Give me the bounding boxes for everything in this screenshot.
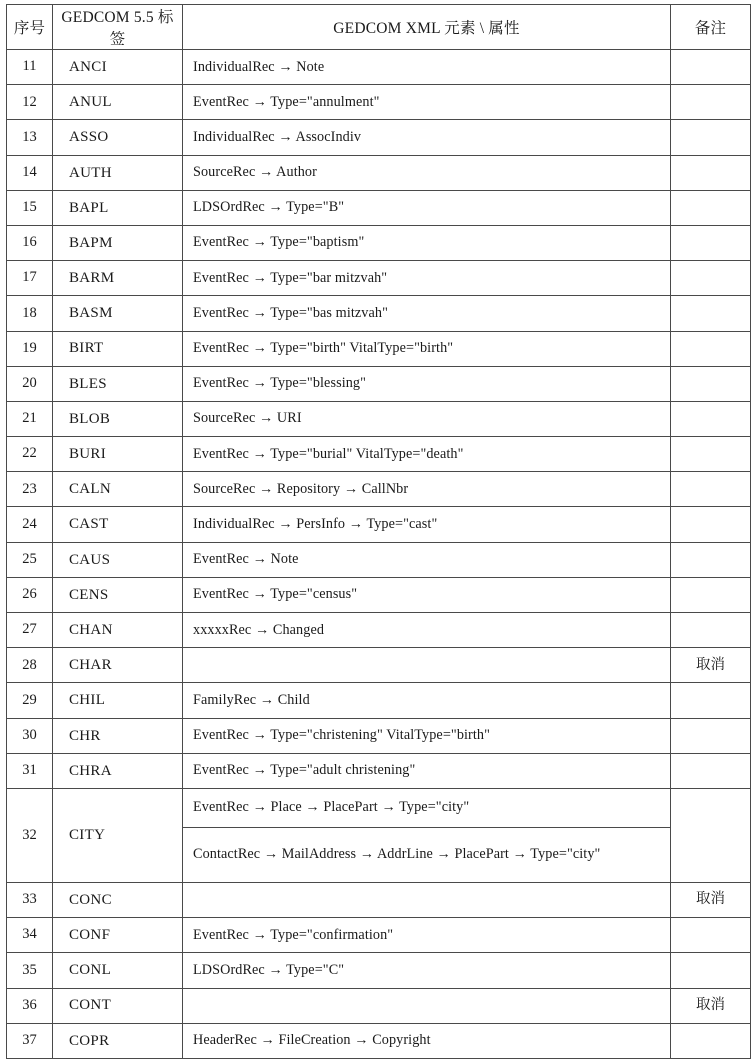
- row-number: 23: [22, 480, 37, 497]
- row-number: 30: [22, 726, 37, 743]
- column-header-tag-label: GEDCOM 5.5 标签: [61, 9, 174, 48]
- cell-tag: [53, 366, 183, 401]
- gedcom-tag: CAST: [69, 516, 109, 533]
- xml-mapping: EventRec → Type="burial" VitalType="death": [193, 445, 464, 462]
- cell-xml: [183, 613, 671, 648]
- cell-xml: [183, 507, 671, 542]
- cell-tag: [53, 753, 183, 788]
- cell-tag: [53, 155, 183, 190]
- cell-note: [671, 472, 751, 507]
- xml-mapping: [183, 900, 670, 901]
- table-row: [7, 120, 751, 155]
- cell-num: [7, 261, 53, 296]
- xml-mapping: EventRec → Type="birth" VitalType="birth": [193, 340, 454, 356]
- xml-mapping: FamilyRec → Child: [193, 691, 310, 708]
- table-row: [7, 261, 751, 296]
- row-number: 34: [22, 926, 37, 943]
- cell-xml: [183, 120, 671, 155]
- gedcom-tag: BARM: [69, 270, 115, 287]
- gedcom-tag: CONC: [69, 891, 112, 908]
- table-row: [7, 683, 751, 718]
- table-row: [7, 1023, 751, 1058]
- cell-xml: [183, 401, 671, 436]
- column-header-xml: [183, 5, 671, 50]
- xml-mapping: EventRec → Type="adult christening": [193, 762, 416, 779]
- cell-num: [7, 85, 53, 120]
- gedcom-tag: CONT: [69, 997, 112, 1014]
- cell-num: [7, 953, 53, 988]
- cell-num: [7, 296, 53, 331]
- xml-mapping: SourceRec → Author: [193, 164, 317, 181]
- gedcom-tag: AUTH: [69, 164, 112, 181]
- table-row: [7, 50, 751, 85]
- gedcom-tag: CHIL: [69, 692, 106, 709]
- cell-tag: [53, 988, 183, 1023]
- table-row: [7, 788, 751, 827]
- cell-tag: [53, 296, 183, 331]
- row-number: 18: [22, 304, 37, 321]
- row-number: 17: [22, 269, 37, 286]
- xml-mapping: SourceRec → Repository → CallNbr: [193, 480, 409, 497]
- cell-note: [671, 577, 751, 612]
- row-note: 取消: [696, 656, 725, 673]
- xml-mapping: [183, 1005, 670, 1006]
- gedcom-tag: CITY: [69, 827, 106, 844]
- cell-xml: [183, 331, 671, 366]
- table-row: [7, 155, 751, 190]
- cell-xml: [183, 753, 671, 788]
- gedcom-tag: CAUS: [69, 551, 111, 568]
- gedcom-tag: BAPL: [69, 199, 109, 216]
- cell-num: [7, 648, 53, 683]
- cell-num: [7, 613, 53, 648]
- cell-xml: [183, 788, 671, 827]
- cell-xml: [183, 918, 671, 953]
- cell-num: [7, 401, 53, 436]
- table-row: [7, 988, 751, 1023]
- cell-tag: [53, 1023, 183, 1058]
- cell-tag: [53, 683, 183, 718]
- cell-note: [671, 261, 751, 296]
- cell-note: [671, 718, 751, 753]
- column-header-tag: [53, 5, 183, 50]
- cell-note: [671, 85, 751, 120]
- column-header-note-label: 备注: [694, 20, 727, 37]
- row-number: 29: [22, 691, 37, 708]
- table-row: [7, 437, 751, 472]
- cell-note: [671, 988, 751, 1023]
- row-number: 19: [22, 339, 37, 356]
- table-row: [7, 577, 751, 612]
- gedcom-tag: CALN: [69, 481, 112, 498]
- cell-tag: [53, 331, 183, 366]
- cell-note: [671, 331, 751, 366]
- cell-note: [671, 155, 751, 190]
- cell-num: [7, 882, 53, 917]
- column-header-num: [7, 5, 53, 50]
- cell-num: [7, 120, 53, 155]
- cell-num: [7, 225, 53, 260]
- cell-note: [671, 1023, 751, 1058]
- xml-mapping: EventRec → Note: [193, 551, 299, 568]
- cell-xml: [183, 882, 671, 917]
- row-number: 24: [22, 515, 37, 532]
- table-row: [7, 542, 751, 577]
- xml-mapping: IndividualRec → Note: [193, 58, 325, 75]
- row-number: 22: [22, 445, 37, 462]
- cell-num: [7, 683, 53, 718]
- xml-mapping: [183, 665, 670, 666]
- cell-xml: [183, 296, 671, 331]
- cell-num: [7, 718, 53, 753]
- cell-tag: [53, 261, 183, 296]
- cell-xml: [183, 50, 671, 85]
- cell-num: [7, 753, 53, 788]
- row-number: 16: [22, 234, 37, 251]
- gedcom-tag: CHAR: [69, 657, 112, 674]
- row-number: 14: [22, 163, 37, 180]
- gedcom-tag-mapping-table: [6, 4, 751, 1059]
- cell-xml: [183, 577, 671, 612]
- table-row: [7, 753, 751, 788]
- gedcom-tag: CHRA: [69, 762, 112, 779]
- table-row: [7, 331, 751, 366]
- gedcom-tag: BLES: [69, 375, 107, 392]
- cell-tag: [53, 613, 183, 648]
- gedcom-tag: CONL: [69, 962, 112, 979]
- cell-tag: [53, 648, 183, 683]
- xml-mapping: EventRec → Type="annulment": [193, 93, 380, 110]
- cell-xml: [183, 683, 671, 718]
- column-header-xml-label: GEDCOM XML 元素 \ 属性: [333, 20, 520, 37]
- cell-note: [671, 953, 751, 988]
- cell-note: [671, 225, 751, 260]
- gedcom-tag: ANUL: [69, 94, 112, 111]
- table-row: [7, 366, 751, 401]
- cell-num: [7, 331, 53, 366]
- row-note: 取消: [696, 996, 725, 1013]
- cell-tag: [53, 120, 183, 155]
- cell-xml: [183, 366, 671, 401]
- cell-note: [671, 683, 751, 718]
- row-number: 11: [22, 58, 37, 75]
- xml-mapping: EventRec → Type="christening" VitalType="birth": [193, 727, 491, 744]
- cell-note: [671, 401, 751, 436]
- cell-note: [671, 753, 751, 788]
- cell-num: [7, 788, 53, 882]
- cell-xml: [183, 648, 671, 683]
- cell-note: [671, 918, 751, 953]
- cell-note: [671, 882, 751, 917]
- xml-mapping: xxxxxRec → Changed: [193, 621, 325, 638]
- cell-note: [671, 366, 751, 401]
- table-row: [7, 953, 751, 988]
- cell-note: [671, 613, 751, 648]
- table-body: [7, 50, 751, 1059]
- cell-tag: [53, 718, 183, 753]
- cell-note: [671, 120, 751, 155]
- row-number: 36: [22, 996, 37, 1013]
- cell-num: [7, 507, 53, 542]
- gedcom-tag: BAPM: [69, 234, 113, 251]
- cell-num: [7, 1023, 53, 1058]
- cell-num: [7, 542, 53, 577]
- xml-mapping: EventRec → Type="blessing": [193, 375, 367, 392]
- cell-tag: [53, 437, 183, 472]
- table-row: [7, 296, 751, 331]
- column-header-num-label: 序号: [13, 20, 46, 37]
- cell-tag: [53, 85, 183, 120]
- xml-mapping: EventRec → Type="census": [193, 586, 358, 603]
- table-row: [7, 507, 751, 542]
- gedcom-tag: BASM: [69, 305, 113, 322]
- cell-xml: [183, 472, 671, 507]
- cell-note: [671, 507, 751, 542]
- cell-tag: [53, 401, 183, 436]
- table-row: [7, 613, 751, 648]
- cell-tag: [53, 507, 183, 542]
- xml-mapping: LDSOrdRec → Type="C": [193, 961, 345, 978]
- cell-xml: [183, 988, 671, 1023]
- gedcom-tag: COPR: [69, 1032, 110, 1049]
- cell-num: [7, 50, 53, 85]
- table-row: [7, 190, 751, 225]
- xml-mapping: SourceRec → URI: [193, 410, 302, 427]
- cell-tag: [53, 50, 183, 85]
- row-number: 12: [22, 93, 37, 110]
- cell-xml: [183, 542, 671, 577]
- cell-num: [7, 918, 53, 953]
- cell-xml: [183, 225, 671, 260]
- gedcom-tag: CHAN: [69, 621, 113, 638]
- xml-mapping: LDSOrdRec → Type="B": [193, 199, 345, 216]
- cell-num: [7, 988, 53, 1023]
- xml-mapping: EventRec → Type="bas mitzvah": [193, 304, 388, 321]
- row-number: 35: [22, 961, 37, 978]
- cell-note: [671, 190, 751, 225]
- cell-tag: [53, 542, 183, 577]
- cell-num: [7, 437, 53, 472]
- cell-tag: [53, 472, 183, 507]
- row-number: 27: [22, 621, 37, 638]
- xml-mapping: EventRec → Type="confirmation": [193, 926, 394, 943]
- row-number: 15: [22, 199, 37, 216]
- gedcom-tag: ANCI: [69, 58, 107, 75]
- row-number: 32: [22, 826, 37, 843]
- cell-xml: [183, 190, 671, 225]
- table-row: [7, 718, 751, 753]
- row-number: 26: [22, 586, 37, 603]
- cell-num: [7, 190, 53, 225]
- xml-mapping: IndividualRec → AssocIndiv: [193, 128, 362, 145]
- row-note: 取消: [696, 891, 725, 908]
- row-number: 20: [22, 375, 37, 391]
- cell-num: [7, 577, 53, 612]
- row-number: 33: [22, 891, 37, 908]
- gedcom-tag: CENS: [69, 586, 109, 603]
- cell-xml: [183, 827, 671, 882]
- xml-mapping: EventRec → Type="bar mitzvah": [193, 269, 388, 286]
- cell-num: [7, 366, 53, 401]
- row-number: 31: [22, 762, 37, 779]
- cell-tag: [53, 225, 183, 260]
- cell-xml: [183, 155, 671, 190]
- table-header: [7, 5, 751, 50]
- cell-tag: [53, 953, 183, 988]
- cell-tag: [53, 788, 183, 882]
- cell-num: [7, 155, 53, 190]
- table-row: [7, 401, 751, 436]
- gedcom-tag: CHR: [69, 727, 101, 744]
- cell-note: [671, 296, 751, 331]
- cell-note: [671, 437, 751, 472]
- cell-tag: [53, 882, 183, 917]
- cell-tag: [53, 577, 183, 612]
- xml-mapping: IndividualRec → PersInfo → Type="cast": [193, 515, 438, 532]
- table-row: [7, 85, 751, 120]
- cell-tag: [53, 190, 183, 225]
- table-row: [7, 918, 751, 953]
- gedcom-tag: CONF: [69, 927, 111, 944]
- cell-num: [7, 472, 53, 507]
- table-row: [7, 472, 751, 507]
- column-header-note: [671, 5, 751, 50]
- cell-note: [671, 648, 751, 683]
- cell-xml: [183, 718, 671, 753]
- cell-note: [671, 788, 751, 882]
- gedcom-tag: BIRT: [69, 340, 104, 357]
- row-number: 13: [22, 128, 37, 145]
- row-number: 21: [22, 410, 37, 427]
- cell-xml: [183, 85, 671, 120]
- gedcom-tag: BURI: [69, 446, 107, 463]
- cell-xml: [183, 953, 671, 988]
- row-number: 28: [22, 656, 37, 673]
- gedcom-tag: BLOB: [69, 410, 111, 427]
- cell-note: [671, 542, 751, 577]
- xml-mapping: EventRec → Place → PlacePart → Type="city": [193, 799, 470, 816]
- gedcom-tag: ASSO: [69, 129, 109, 146]
- table-row: [7, 225, 751, 260]
- cell-xml: [183, 261, 671, 296]
- row-number: 25: [22, 550, 37, 567]
- cell-note: [671, 50, 751, 85]
- cell-tag: [53, 918, 183, 953]
- cell-xml: [183, 437, 671, 472]
- xml-mapping: ContactRec → MailAddress → AddrLine → PlacePart → Type="city": [193, 846, 601, 863]
- table-row: [7, 648, 751, 683]
- xml-mapping: EventRec → Type="baptism": [193, 234, 365, 251]
- table-row: [7, 882, 751, 917]
- table-header-row: [7, 5, 751, 50]
- row-number: 37: [22, 1032, 37, 1048]
- xml-mapping: HeaderRec → FileCreation → Copyright: [193, 1032, 431, 1049]
- cell-xml: [183, 1023, 671, 1058]
